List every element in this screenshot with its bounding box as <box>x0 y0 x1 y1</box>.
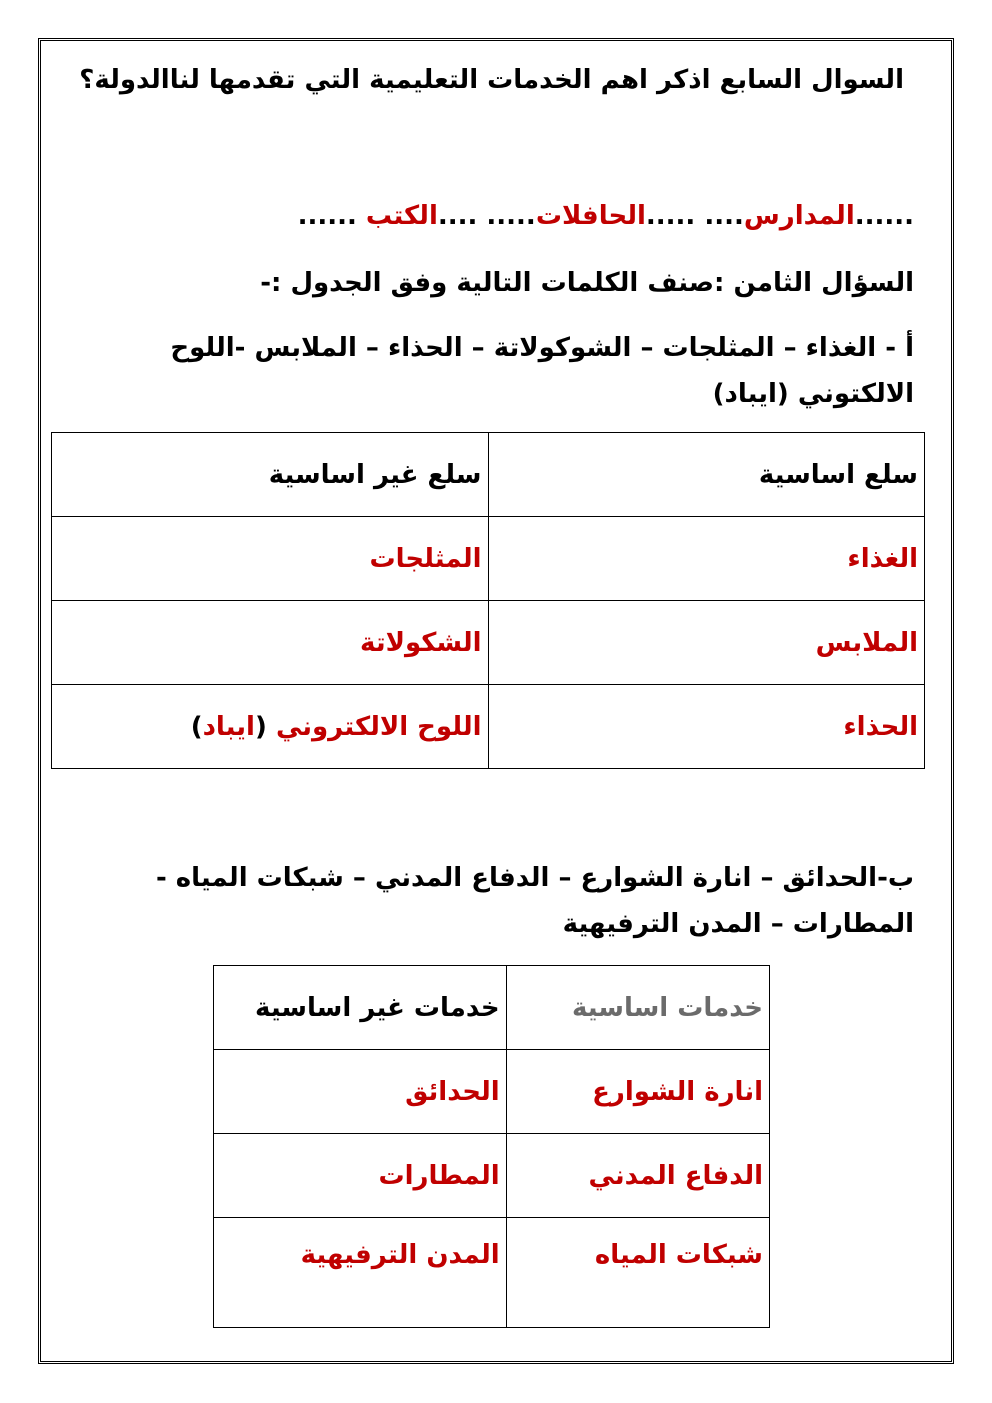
basic-services-cell: شبكات المياه <box>506 1218 769 1328</box>
basic-services-cell: انارة الشوارع <box>506 1050 769 1134</box>
nonbasic-services-cell: الحدائق <box>214 1050 507 1134</box>
answer-books: الكتب <box>365 201 438 231</box>
part-b-line-1: ب-الحدائق – انارة الشوارع – الدفاع المدني – شبكات المياه - <box>155 863 914 893</box>
table-row <box>214 1050 770 1134</box>
nonbasic-services-cell: المطارات <box>214 1134 507 1218</box>
goods-table <box>51 432 925 769</box>
paren-close: ) <box>190 711 203 742</box>
answer-separator-1: .... ..... <box>645 201 744 231</box>
basic-services-cell: الدفاع المدني <box>506 1134 769 1218</box>
table-row <box>214 1134 770 1218</box>
table-header-row <box>214 966 770 1050</box>
question-7: السوال السابع اذكر اهم الخدمات التعليمية التي تقدمها لناالدولة؟ <box>79 65 904 95</box>
part-a-line-1: أ - الغذاء – المثلجات – الشوكولاتة – الحذاء – الملابس -اللوح <box>170 333 914 363</box>
table-header-row <box>52 433 925 517</box>
question-7-answers <box>298 198 914 234</box>
part-b-line-2: المطارات – المدن الترفيهية <box>562 909 914 939</box>
nonbasic-goods-cell: الشكولاتة <box>52 601 489 685</box>
part-a-line-2: الالكتوني (ايباد) <box>712 379 914 409</box>
table-row <box>214 1218 770 1328</box>
table-row <box>52 517 925 601</box>
tablet-label: اللوح الالكتروني <box>275 711 482 742</box>
nonbasic-goods-cell <box>52 685 489 769</box>
header-nonbasic-services: خدمات غير اساسية <box>214 966 507 1050</box>
nonbasic-goods-cell: المثلجات <box>52 517 489 601</box>
nonbasic-services-cell: المدن الترفيهية <box>214 1218 507 1328</box>
answer-buses: الحافلات <box>535 201 646 231</box>
table-row <box>52 601 925 685</box>
basic-goods-cell: الملابس <box>488 601 925 685</box>
basic-goods-cell: الغذاء <box>488 517 925 601</box>
paren-open: ( <box>254 711 267 742</box>
header-basic-services: خدمات اساسية <box>506 966 769 1050</box>
answer-schools: المدارس <box>743 201 855 231</box>
table-row <box>52 685 925 769</box>
answer-suffix: ...... <box>297 201 366 231</box>
services-table <box>213 965 770 1328</box>
question-8-title: السؤال الثامن :صنف الكلمات التالية وفق الجدول :- <box>260 268 914 298</box>
ipad-label: ايباد <box>202 711 255 742</box>
answer-separator-2: ..... .... <box>437 201 536 231</box>
header-nonbasic-goods: سلع غير اساسية <box>52 433 489 517</box>
basic-goods-cell: الحذاء <box>488 685 925 769</box>
answer-prefix: ...... <box>854 201 914 231</box>
header-basic-goods: سلع اساسية <box>488 433 925 517</box>
